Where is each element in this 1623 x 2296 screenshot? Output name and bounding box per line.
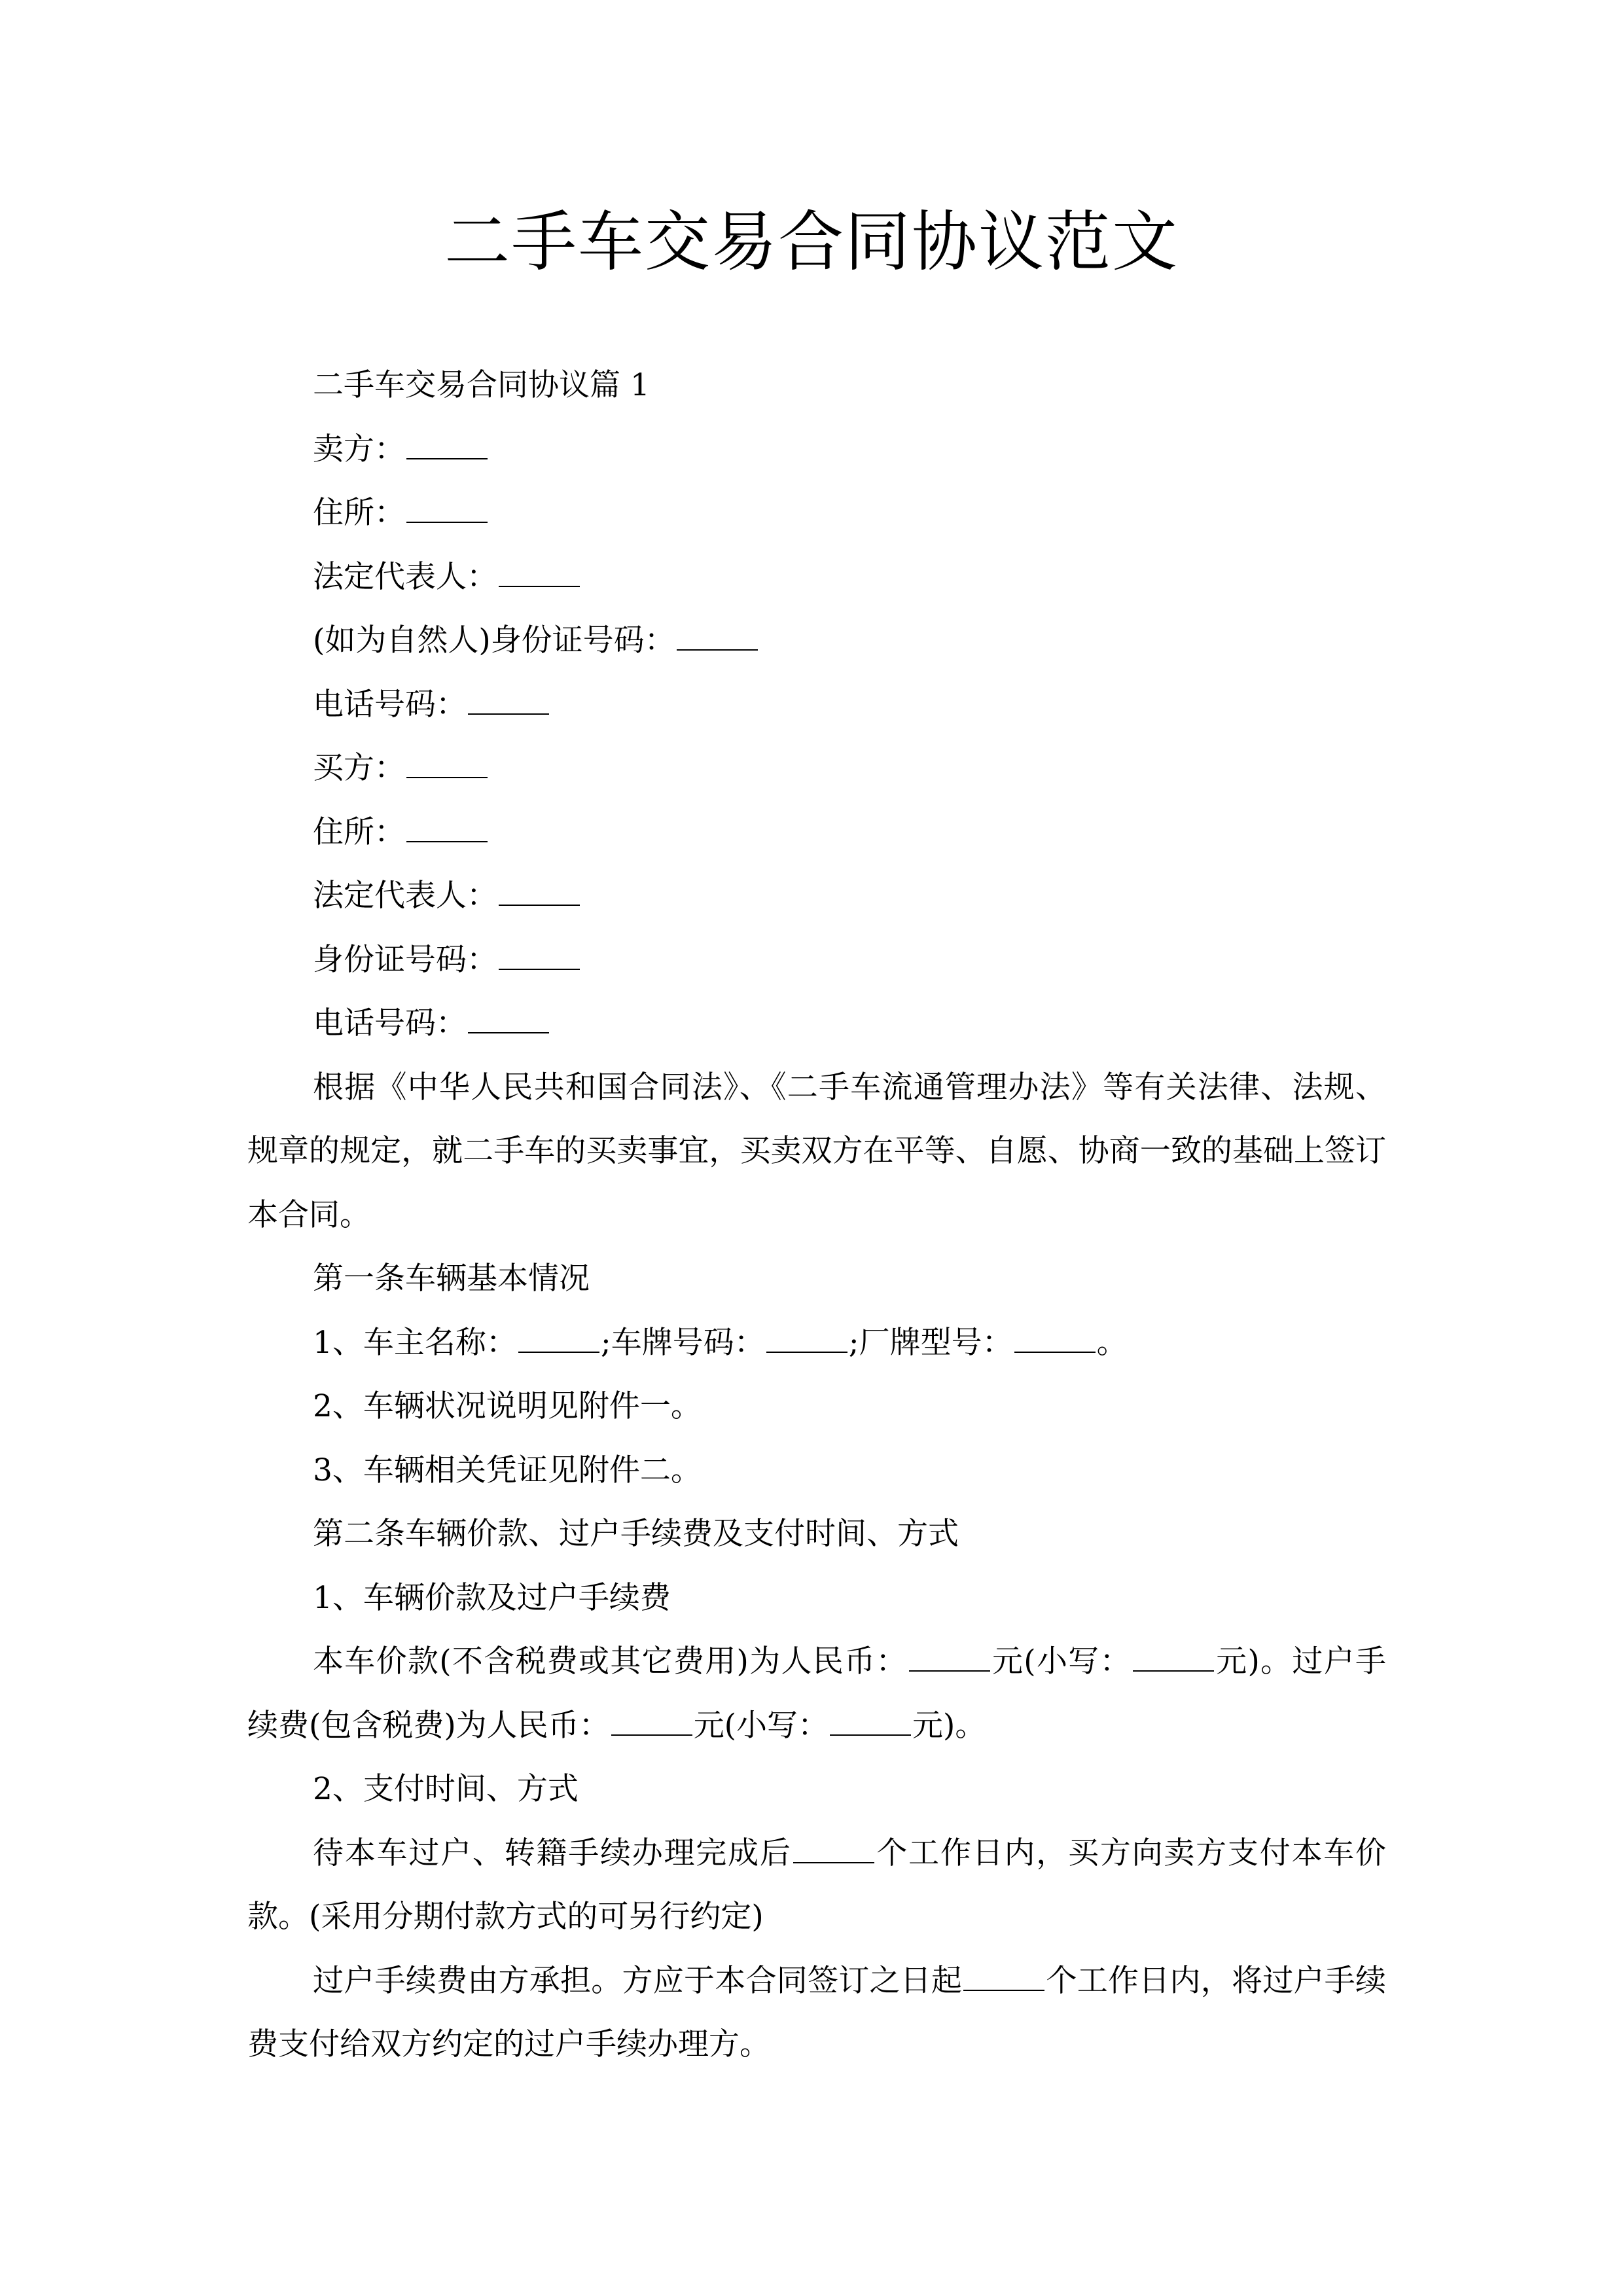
buyer-id-label: 身份证号码： — [313, 941, 497, 978]
buyer-name-field — [247, 736, 1386, 800]
price-blank — [909, 1669, 990, 1672]
intro-paragraph: 根据《中华人民共和国合同法》、《二手车流通管理办法》等有关法律、法规、规章的规定，就二手车的买卖事宜，买卖双方在平等、自愿、协商一致的基础上签订本合同。 — [247, 1069, 1386, 1233]
fee-small-blank — [830, 1733, 911, 1736]
seller-address-field — [247, 481, 1386, 545]
buyer-address-label: 住所： — [313, 814, 405, 850]
buyer-address-field — [247, 800, 1386, 865]
article1-item1 — [247, 1311, 1386, 1375]
model-label: ;厂牌型号： — [848, 1324, 1013, 1361]
price-text-3: 元)。过户手续费(包含税费)为人民币： — [247, 1643, 1387, 1744]
price-small-blank — [1133, 1669, 1214, 1672]
seller-legal-rep-blank — [499, 584, 580, 587]
article1-item3: 3、车辆相关凭证见附件二。 — [313, 1452, 702, 1488]
owner-name-blank — [518, 1350, 599, 1353]
buyer-name-blank — [406, 776, 488, 778]
payment-paragraph — [247, 1821, 1386, 1949]
seller-address-blank — [406, 520, 488, 523]
seller-id-label: (如为自然人)身份证号码： — [313, 622, 675, 658]
buyer-id-field — [247, 928, 1386, 992]
article2-heading: 第二条车辆价款、过户手续费及支付时间、方式 — [313, 1516, 959, 1552]
article1-heading: 第一条车辆基本情况 — [313, 1261, 590, 1297]
buyer-phone-label: 电话号码： — [313, 1005, 467, 1041]
seller-id-field — [247, 609, 1386, 673]
article2-sub1-heading: 1、车辆价款及过户手续费 — [313, 1579, 671, 1616]
price-text-1: 本车价款(不含税费或其它费用)为人民币： — [313, 1643, 908, 1679]
article2-sub2-heading: 2、支付时间、方式 — [313, 1771, 579, 1807]
buyer-legal-rep-label: 法定代表人： — [313, 878, 497, 914]
buyer-legal-rep-blank — [499, 903, 580, 906]
buyer-address-blank — [406, 840, 488, 842]
buyer-legal-rep-field — [247, 864, 1386, 928]
fee-text-2: 个工作日内，将过户手续费支付给双方约定的过户手续办理方。 — [247, 1962, 1386, 2062]
document-title: 二手车交易合同协议范文 — [444, 204, 1179, 280]
seller-name-label: 卖方： — [313, 431, 405, 467]
fee-paragraph — [247, 1949, 1386, 2077]
buyer-phone-field — [247, 992, 1386, 1056]
buyer-name-label: 买方： — [313, 750, 405, 786]
document-body — [247, 353, 1386, 2077]
payment-days-blank — [793, 1861, 874, 1863]
seller-legal-rep-label: 法定代表人： — [313, 558, 497, 595]
fee-text-1: 过户手续费由方承担。方应于本合同签订之日起 — [313, 1962, 963, 1999]
model-blank — [1014, 1350, 1096, 1353]
buyer-id-blank — [499, 967, 580, 970]
price-text-5: 元)。 — [912, 1707, 986, 1744]
payment-text-2: 个工作日内，买方向卖方支付本车价款。(采用分期付款方式的可另行约定) — [247, 1835, 1387, 1935]
seller-phone-blank — [468, 712, 549, 715]
seller-name-field — [247, 418, 1386, 482]
price-text-4: 元(小写： — [693, 1707, 829, 1744]
price-text-2: 元(小写： — [991, 1643, 1132, 1679]
fee-blank — [611, 1733, 692, 1736]
article1-item2: 2、车辆状况说明见附件一。 — [313, 1388, 702, 1424]
fee-days-blank — [963, 1988, 1044, 1991]
price-paragraph — [247, 1630, 1386, 1757]
seller-phone-label: 电话号码： — [313, 686, 467, 723]
payment-text-1: 待本车过户、转籍手续办理完成后 — [313, 1835, 792, 1871]
seller-address-label: 住所： — [313, 495, 405, 531]
item1-suffix: 。 — [1096, 1324, 1128, 1361]
seller-name-blank — [406, 457, 488, 459]
buyer-phone-blank — [468, 1031, 549, 1033]
section-heading: 二手车交易合同协议篇 1 — [313, 367, 650, 403]
seller-id-blank — [677, 648, 758, 651]
owner-name-label: 1、车主名称： — [313, 1324, 517, 1361]
plate-number-label: ;车牌号码： — [600, 1324, 765, 1361]
seller-phone-field — [247, 673, 1386, 737]
seller-legal-rep-field — [247, 545, 1386, 609]
plate-number-blank — [766, 1350, 847, 1353]
